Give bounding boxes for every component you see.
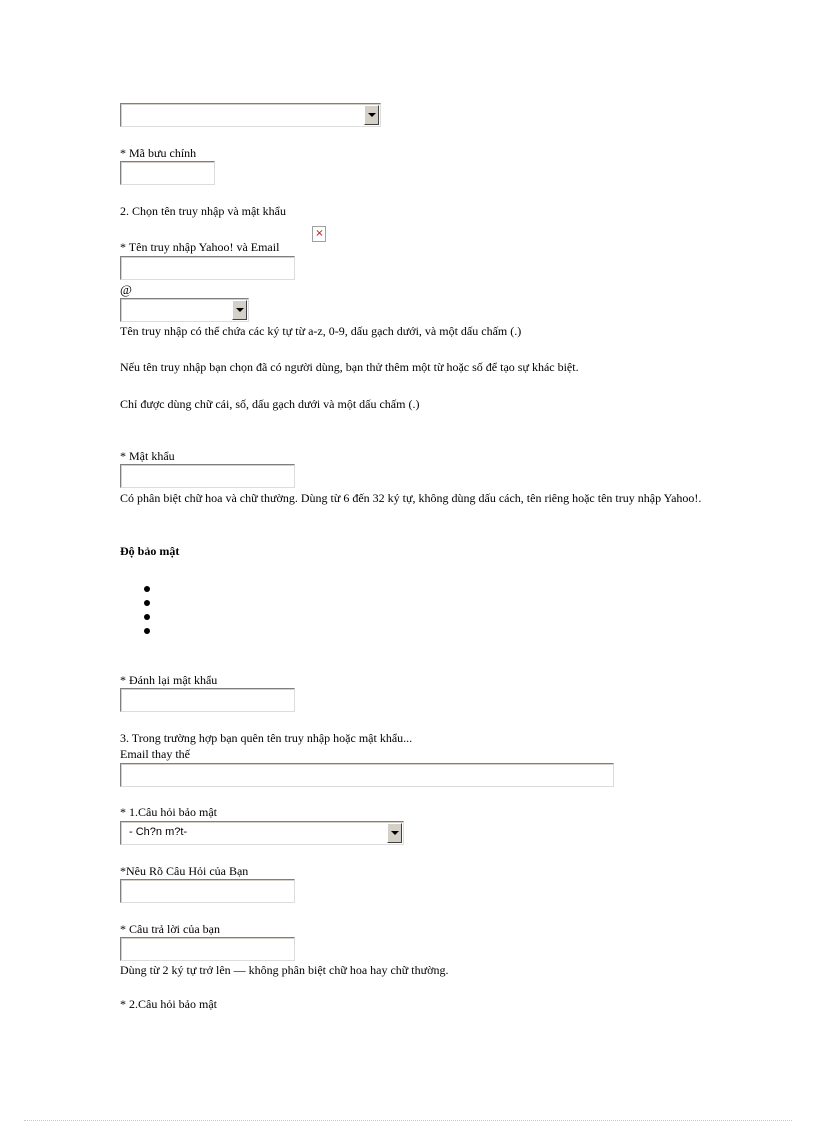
section3-title: 3. Trong trường hợp bạn quên tên truy nhập hoặc mật khẩu... <box>120 731 413 745</box>
username-hint-taken: Nếu tên truy nhập bạn chọn đã có người dùng, bạn thử thêm một từ hoặc số để tạo sự khác biệt. <box>120 360 579 374</box>
answer-hint: Dùng từ 2 ký tự trở lên — không phân biệt chữ hoa hay chữ thường. <box>120 963 449 977</box>
username-input[interactable] <box>120 256 295 280</box>
at-sign: @ <box>120 282 132 297</box>
section2-title: 2. Chọn tên truy nhập và mật khẩu <box>120 204 286 218</box>
chevron-down-icon[interactable] <box>387 823 402 843</box>
security-level-bullet <box>144 628 150 634</box>
retype-password-input[interactable] <box>120 688 295 712</box>
answer-label: * Câu trả lời của bạn <box>120 922 220 936</box>
security-level-bullet <box>144 600 150 606</box>
password-input[interactable] <box>120 464 295 488</box>
domain-select[interactable] <box>120 298 249 322</box>
security-q1-label: * 1.Câu hỏi bảo mật <box>120 805 217 819</box>
username-label: * Tên truy nhập Yahoo! và Email <box>120 240 280 254</box>
broken-image-icon: × <box>312 226 326 242</box>
page-bottom-divider <box>24 1120 792 1121</box>
top-select[interactable] <box>120 103 381 127</box>
postal-input[interactable] <box>120 161 215 185</box>
username-hint-allowed: Chỉ được dùng chữ cái, số, dấu gạch dưới và một dấu chấm (.) <box>120 397 420 411</box>
password-hint: Có phân biệt chữ hoa và chữ thường. Dùng từ 6 đến 32 ký tự, không dùng dấu cách, tên riêng hoặc tên truy nhập Yahoo!. <box>120 491 702 505</box>
retype-password-label: * Đánh lại mật khẩu <box>120 673 218 687</box>
alt-email-input[interactable] <box>120 763 614 787</box>
security-q2-label: * 2.Câu hỏi bảo mật <box>120 997 217 1011</box>
security-level-bullet <box>144 614 150 620</box>
custom-question-input[interactable] <box>120 879 295 903</box>
alt-email-label: Email thay thế <box>120 747 190 761</box>
security-level-bullet <box>144 586 150 592</box>
custom-question-label: *Nêu Rõ Câu Hỏi của Bạn <box>120 864 249 878</box>
security-q1-selected: - Ch?n m?t- <box>129 826 188 838</box>
answer-input[interactable] <box>120 937 295 961</box>
username-hint-chars: Tên truy nhập có thể chứa các ký tự từ a-z, 0-9, dấu gạch dưới, và một dấu chấm (.) <box>120 324 522 338</box>
chevron-down-icon[interactable] <box>364 105 379 125</box>
security-q1-select[interactable] <box>120 821 404 845</box>
chevron-down-icon[interactable] <box>232 300 247 320</box>
postal-label: * Mã bưu chính <box>120 146 197 160</box>
password-label: * Mật khẩu <box>120 449 175 463</box>
security-level-title: Độ bảo mật <box>120 544 180 558</box>
